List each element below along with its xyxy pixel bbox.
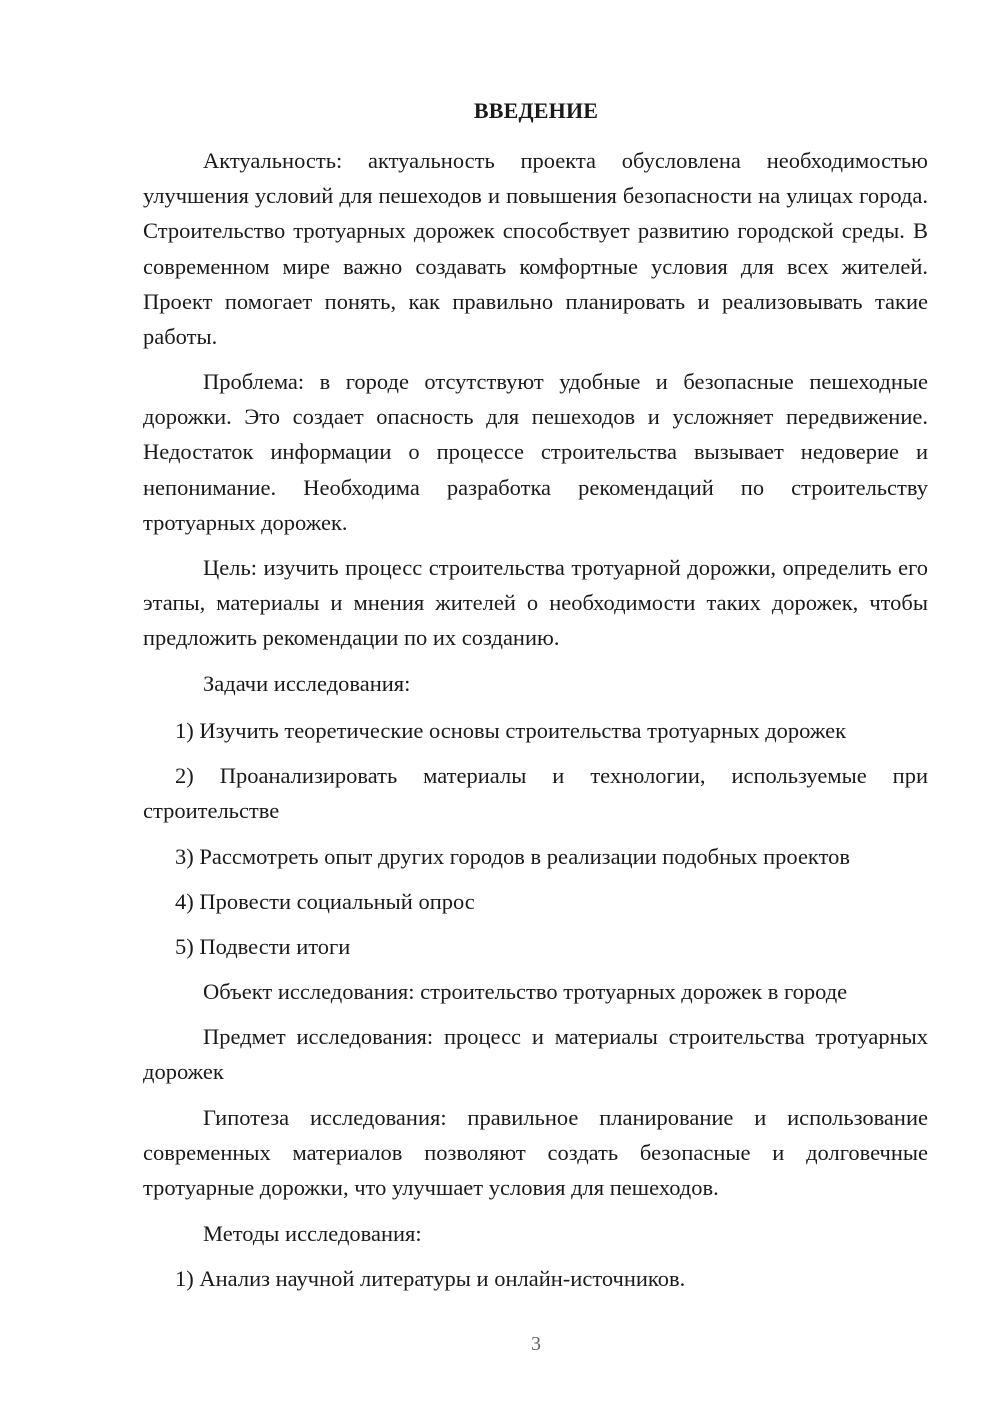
- paragraph-problem: Проблема: в городе отсутствуют удобные и безопасные пешеходные дорожки. Это создает опасность для пешеходов и усложняет передвижение. Недостаток информации о процессе строительства вызывает недоверие и непонимание. Необходима разработка рекомендаций по строительству тротуарных дорожек.: [143, 369, 928, 535]
- paragraph-relevance: Актуальность: актуальность проекта обусловлена необходимостью улучшения условий для пешеходов и повышения безопасности на улицах города. Строительство тротуарных дорожек способствует развитию городской среды. В современном мире важно создавать комфортные условия для всех жителей. Проект помогает понять, как правильно планировать и реализовывать такие работы.: [143, 148, 928, 350]
- tasks-heading: Задачи исследования:: [203, 671, 411, 696]
- task-item-3: 3) Рассмотреть опыт других городов в реализации подобных проектов: [175, 844, 850, 869]
- task-item-1: 1) Изучить теоретические основы строительства тротуарных дорожек: [175, 718, 847, 743]
- section-title: ВВЕДЕНИЕ: [473, 98, 599, 123]
- task-item-2: 2) Проанализировать материалы и технологии, используемые при строительстве: [143, 763, 928, 824]
- methods-heading: Методы исследования:: [203, 1221, 422, 1246]
- paragraph-goal: Цель: изучить процесс строительства тротуарной дорожки, определить его этапы, материалы и мнения жителей о необходимости таких дорожек, чтобы предложить рекомендации по их созданию.: [143, 555, 928, 651]
- task-item-4: 4) Провести социальный опрос: [175, 889, 475, 914]
- task-item-5: 5) Подвести итоги: [175, 934, 351, 959]
- paragraph-hypothesis: Гипотеза исследования: правильное планирование и использование современных материалов позволяют создать безопасные и долговечные тротуарные дорожки, что улучшает условия для пешеходов.: [143, 1105, 928, 1201]
- page-number: 3: [531, 1333, 541, 1355]
- paragraph-object: Объект исследования: строительство тротуарных дорожек в городе: [203, 979, 848, 1004]
- method-item-1: 1) Анализ научной литературы и онлайн-источников.: [175, 1266, 686, 1291]
- paragraph-subject: Предмет исследования: процесс и материалы строительства тротуарных дорожек: [143, 1024, 928, 1085]
